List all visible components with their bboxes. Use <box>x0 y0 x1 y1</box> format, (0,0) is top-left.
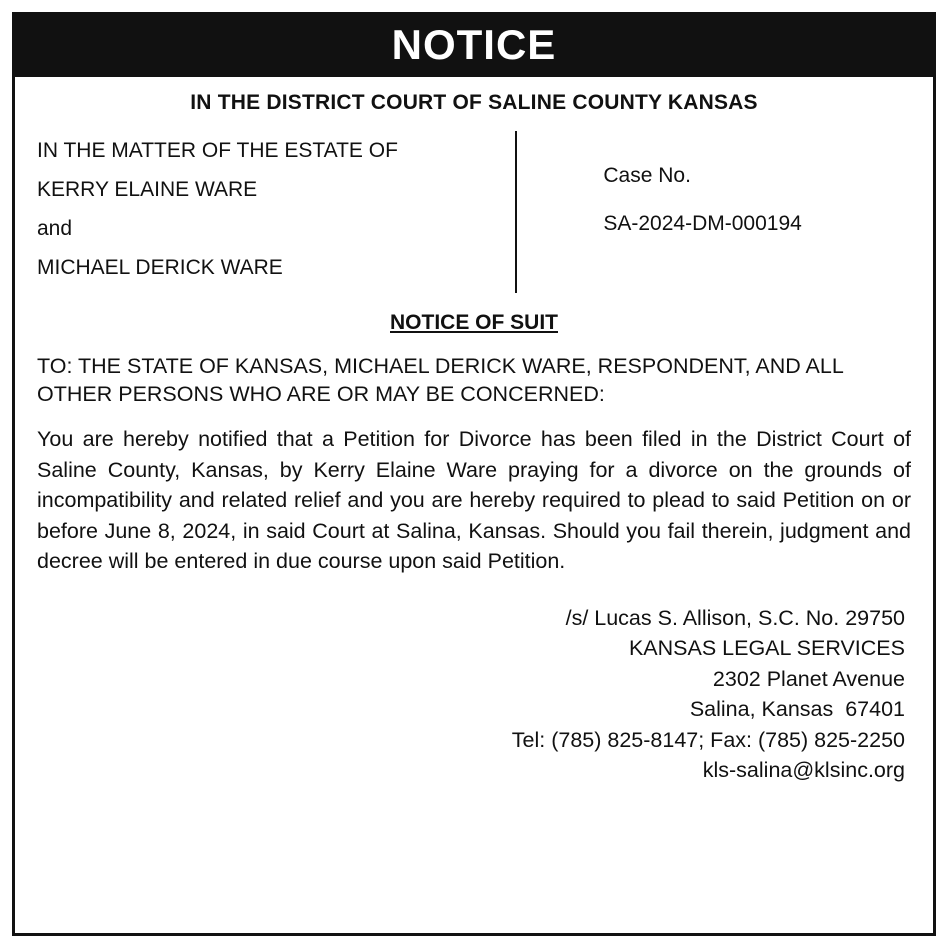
bottom-spacer <box>15 786 933 933</box>
case-caption <box>15 125 933 293</box>
caption-parties <box>37 131 517 293</box>
caption-line-2: KERRY ELAINE WARE <box>37 178 258 202</box>
caption-case-info <box>517 131 911 293</box>
case-number-row <box>545 131 911 260</box>
notice-of-suit-heading: NOTICE OF SUIT <box>390 311 558 335</box>
signature-phone-fax: Tel: (785) 825-8147; Fax: (785) 825-2250 <box>511 727 905 752</box>
notice-banner-title: NOTICE <box>15 15 933 77</box>
case-number-spacer <box>603 188 621 211</box>
signature-organization: KANSAS LEGAL SERVICES <box>628 636 905 661</box>
case-number-value: SA-2024-DM-000194 <box>603 212 802 236</box>
caption-line-3: and <box>37 217 73 241</box>
signature-email: kls-salina@klsinc.org <box>702 758 905 783</box>
caption-line-4: MICHAEL DERICK WARE <box>37 256 283 280</box>
notice-frame <box>12 12 936 936</box>
signature-attorney: /s/ Lucas S. Allison, S.C. No. 29750 <box>565 605 905 630</box>
case-number-label: Case No. <box>603 164 691 188</box>
notice-body-paragraph: You are hereby notified that a Petition for Divorce has been filed in the District Court of Saline County, Kansas, by Kerry Elaine Ware praying for a divorce on the grounds of incompatibility and related relief and you are hereby required to plead to said Petition on or before June 8, 2024, in said Court at Salina, Kansas. Should you fail therein, judgment and decree will be entered in due course upon said Petition. <box>37 427 911 574</box>
signature-block <box>15 577 933 786</box>
addressee-block: TO: THE STATE OF KANSAS, MICHAEL DERICK WARE, RESPONDENT, AND ALL OTHER PERSONS WHO ARE OR MAY BE CONCERNED: <box>37 354 844 406</box>
signature-street: 2302 Planet Avenue <box>712 666 905 691</box>
signature-city-state-zip: Salina, Kansas 67401 <box>689 697 905 722</box>
court-heading: IN THE DISTRICT COURT OF SALINE COUNTY KANSAS <box>190 91 758 115</box>
caption-line-1: IN THE MATTER OF THE ESTATE OF <box>37 139 398 163</box>
